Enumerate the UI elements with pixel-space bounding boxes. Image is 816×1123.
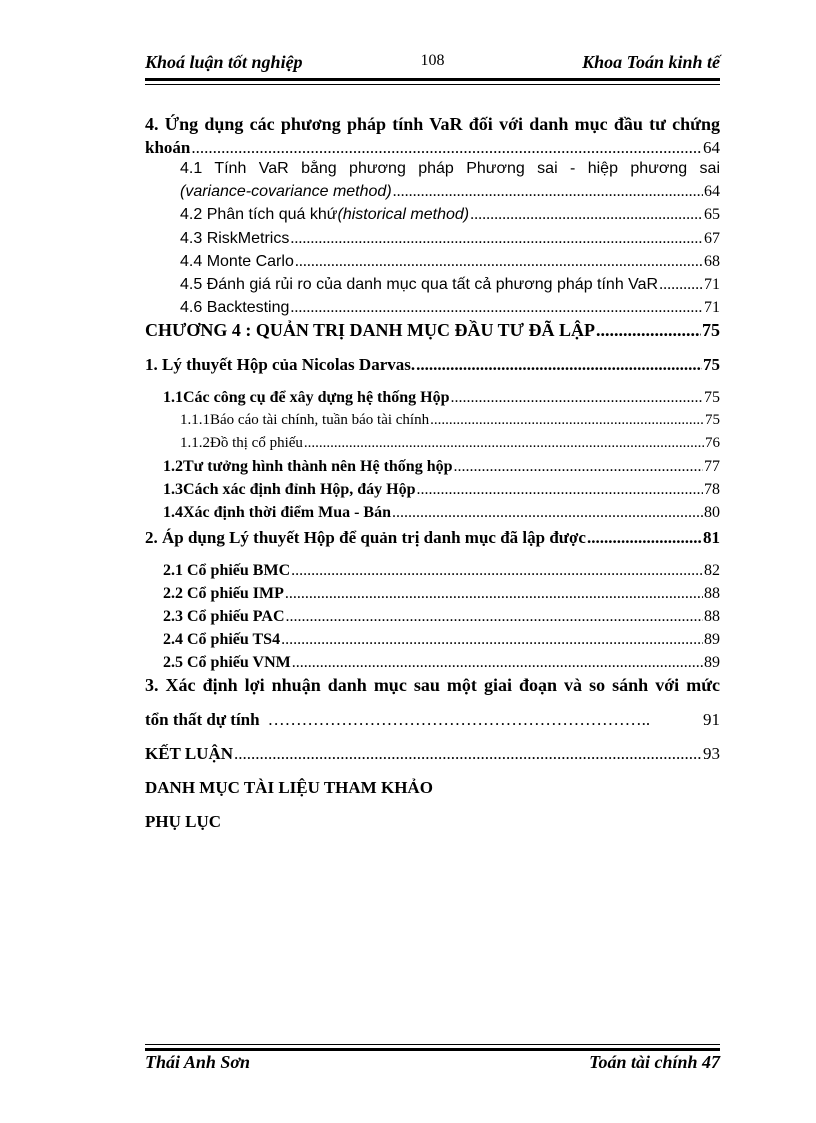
toc-item-4-1-line2: (variance-covariance method) ..... 64	[180, 183, 720, 201]
header-rule-thin	[145, 84, 720, 85]
toc-item-1-1: 1.1Các công cụ để xây dựng hệ thống Hộp ..... 75	[163, 389, 720, 407]
toc-references: DANH MỤC TÀI LIỆU THAM KHẢO	[145, 778, 433, 797]
toc-conclusion: KẾT LUẬN ..... 93	[145, 744, 720, 764]
toc-item-4-1-line1: 4.1 Tính VaR bằng phương pháp Phương sai - hiệp phương sai	[180, 160, 720, 177]
toc-item-1-1-1: 1.1.1Báo cáo tài chính, tuần báo tài chính ..... 75	[180, 412, 720, 429]
footer-author: Thái Anh Sơn	[145, 1052, 251, 1072]
toc-section-1: 1. Lý thuyết Hộp của Nicolas Darvas. ..... 75	[145, 355, 720, 375]
header-page-number: 108	[420, 52, 445, 69]
toc-section-3-line1: 3. Xác định lợi nhuận danh mục sau một giai đoạn và so sánh với mức	[145, 675, 720, 695]
toc-section-2: 2. Áp dụng Lý thuyết Hộp để quản trị danh mục đã lập được ..... 81	[145, 528, 720, 548]
toc-section-3-line2: tổn thất dự tính ………………………………………………………….. 91	[145, 710, 720, 729]
page-header	[145, 48, 720, 78]
footer-rule-thin	[145, 1044, 720, 1045]
toc-section-4-title-line1: 4. Ứng dụng các phương pháp tính VaR đối với danh mục đầu tư chứng	[145, 114, 720, 134]
toc-item-2-4: 2.4 Cổ phiếu TS4 ..... 89	[163, 631, 720, 649]
toc-item-4-5: 4.5 Đánh giá rủi ro của danh mục qua tất cả phương pháp tính VaR ..... 71	[180, 276, 720, 294]
toc-item-4-6: 4.6 Backtesting ..... 71	[180, 299, 720, 317]
toc-item-2-3: 2.3 Cổ phiếu PAC ..... 88	[163, 608, 720, 626]
toc-item-1-3: 1.3Cách xác định đỉnh Hộp, đáy Hộp ..... 78	[163, 481, 720, 499]
toc-item-4-4: 4.4 Monte Carlo ..... 68	[180, 253, 720, 271]
footer-class: Toán tài chính 47	[589, 1052, 720, 1072]
header-rule-thick	[145, 78, 720, 81]
toc-item-1-4: 1.4Xác định thời điểm Mua - Bán ..... 80	[163, 504, 720, 522]
toc-appendix: PHỤ LỤC	[145, 812, 222, 831]
header-thesis-title: Khoá luận tốt nghiệp	[145, 52, 303, 72]
toc-section-4-title-line2: khoán ..... 64	[145, 138, 720, 158]
toc-item-1-2: 1.2Tư tưởng hình thành nên Hệ thống hộp ..... 77	[163, 458, 720, 476]
footer-rule-thick	[145, 1048, 720, 1051]
toc-item-1-1-2: 1.1.2Đồ thị cổ phiếu ..... 76	[180, 435, 720, 452]
toc-chapter-4: CHƯƠNG 4 : QUẢN TRỊ DANH MỤC ĐẦU TƯ ĐÃ LẬP ..... 75	[145, 320, 720, 341]
header-department: Khoa Toán kinh tế	[582, 52, 720, 72]
toc-item-2-1: 2.1 Cổ phiếu BMC ..... 82	[163, 562, 720, 580]
toc-item-4-2: 4.2 Phân tích quá khứ (historical method) ..... 65	[180, 206, 720, 224]
toc-item-4-3: 4.3 RiskMetrics ..... 67	[180, 230, 720, 248]
toc-item-2-5: 2.5 Cổ phiếu VNM ..... 89	[163, 654, 720, 672]
page-footer	[145, 1052, 720, 1076]
toc-item-2-2: 2.2 Cổ phiếu IMP ..... 88	[163, 585, 720, 603]
